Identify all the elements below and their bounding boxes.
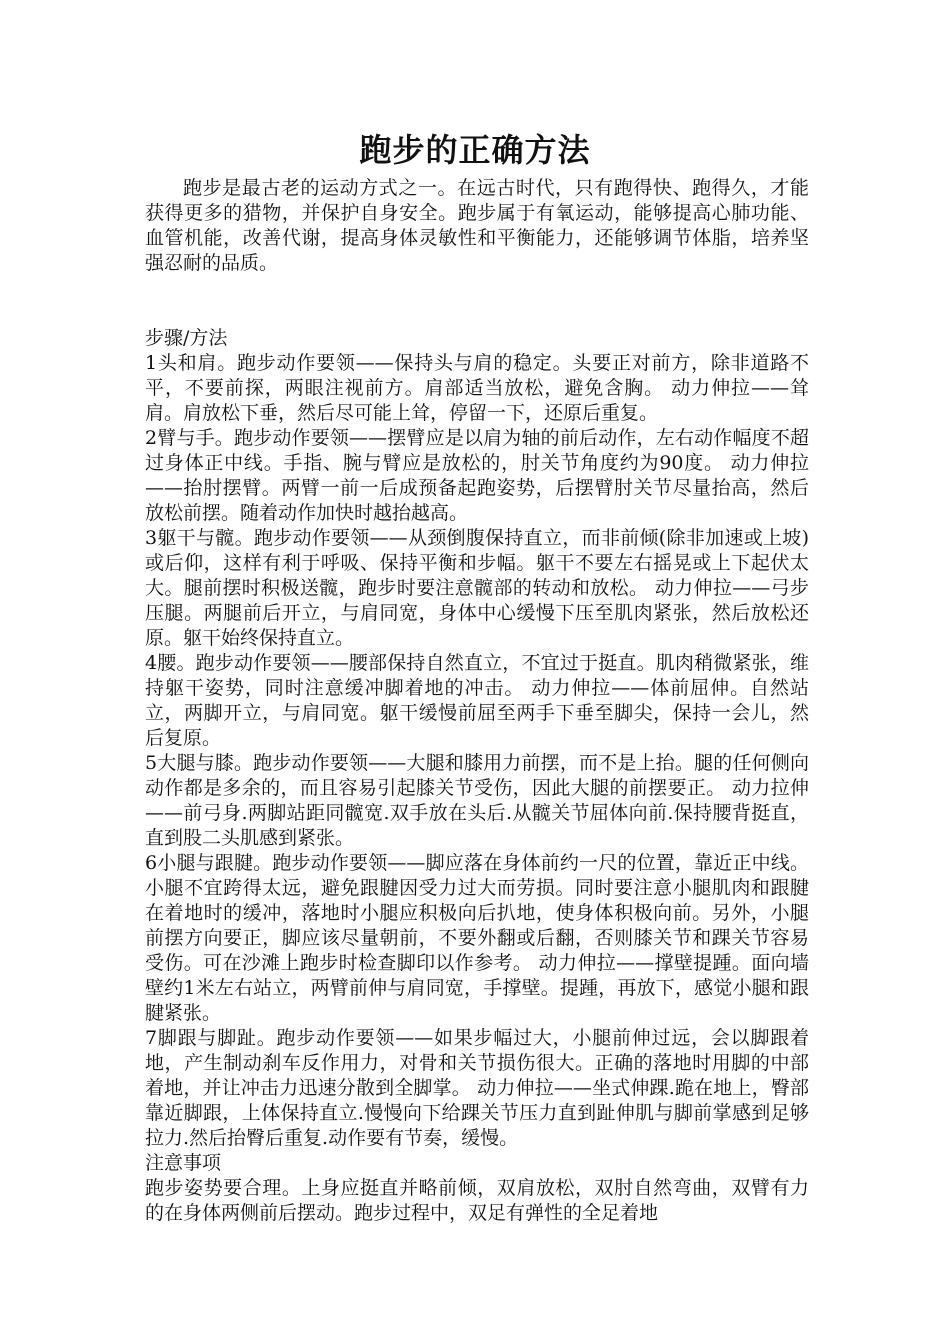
document-body xyxy=(145,176,809,1226)
step-item-4: 4腰。跑步动作要领——腰部保持自然直立，不宜过于挺直。肌肉稍微紧张，维持躯干姿势，同时注意缓冲脚着地的冲击。 动力伸拉——体前屈伸。自然站立，两脚开立，与肩同宽。躯干缓慢前屈至两手下垂至脚尖，保持一会儿，然后复原。 xyxy=(145,652,809,749)
step-item-1: 1头和肩。跑步动作要领——保持头与肩的稳定。头要正对前方，除非道路不平，不要前探，两眼注视前方。肩部适当放松，避免含胸。 动力伸拉——耸肩。肩放松下垂，然后尽可能上耸，停留一下，还原后重复。 xyxy=(145,352,809,424)
intro-paragraph: 跑步是最古老的运动方式之一。在远古时代，只有跑得快、跑得久，才能获得更多的猎物，并保护自身安全。跑步属于有氧运动，能够提高心肺功能、血管机能，改善代谢，提高身体灵敏性和平衡能力，还能够调节体脂，培养坚强忍耐的品质。 xyxy=(145,177,809,274)
page-title: 跑步的正确方法 xyxy=(359,131,591,169)
step-item-3: 3躯干与髋。跑步动作要领——从颈倒腹保持直立，而非前倾(除非加速或上坡)或后仰，这样有利于呼吸、保持平衡和步幅。躯干不要左右摇晃或上下起伏太大。腿前摆时积极送髋，跑步时要注意髋部的转动和放松。 动力伸拉——弓步压腿。两腿前后开立，与肩同宽，身体中心缓慢下压至肌肉紧张，然后放松还原。躯干始终保持直立。 xyxy=(145,527,809,649)
notes-heading: 注意事项 xyxy=(145,1152,222,1174)
paragraph-spacer xyxy=(145,276,809,326)
step-item-7: 7脚跟与脚趾。跑步动作要领——如果步幅过大，小腿前伸过远，会以脚跟着地，产生制动刹车反作用力，对骨和关节损伤很大。正确的落地时用脚的中部着地，并让冲击力迅速分散到全脚掌。 动力伸拉——坐式伸踝.跪在地上，臀部靠近脚跟，上体保持直立.慢慢向下给踝关节压力直到趾伸肌与脚前掌感到足够拉力.然后抬臀后重复.动作要有节奏，缓慢。 xyxy=(145,1027,809,1149)
notes-paragraph: 跑步姿势要合理。上身应挺直并略前倾，双肩放松，双肘自然弯曲，双臂有力的在身体两侧前后摆动。跑步过程中，双足有弹性的全足着地 xyxy=(145,1177,809,1224)
step-item-5: 5大腿与膝。跑步动作要领——大腿和膝用力前摆，而不是上抬。腿的任何侧向动作都是多余的，而且容易引起膝关节受伤，因此大腿的前摆要正。 动力拉伸——前弓身.两脚站距同髋宽.双手放在头后.从髋关节屈体向前.保持腰背挺直，直到股二头肌感到紧张。 xyxy=(145,752,809,849)
step-item-6: 6小腿与跟腱。跑步动作要领——脚应落在身体前约一尺的位置，靠近正中线。小腿不宜跨得太远，避免跟腱因受力过大而劳损。同时要注意小腿肌肉和跟腱在着地时的缓冲，落地时小腿应积极向后扒地，使身体积极向前。另外，小腿前摆方向要正，脚应该尽量朝前，不要外翻或后翻，否则膝关节和踝关节容易受伤。可在沙滩上跑步时检查脚印以作参考。 动力伸拉——撑壁提踵。面向墙壁约1米左右站立，两臂前伸与肩同宽，手撑壁。提踵，再放下，感觉小腿和跟腱紧张。 xyxy=(145,852,809,1024)
steps-heading: 步骤/方法 xyxy=(145,327,228,349)
step-item-2: 2臂与手。跑步动作要领——摆臂应是以肩为轴的前后动作，左右动作幅度不超过身体正中线。手指、腕与臂应是放松的，肘关节角度约为90度。 动力伸拉——抬肘摆臂。两臂一前一后成预备起跑姿势，后摆臂肘关节尽量抬高，然后放松前摆。随着动作加快时越抬越高。 xyxy=(145,427,809,524)
